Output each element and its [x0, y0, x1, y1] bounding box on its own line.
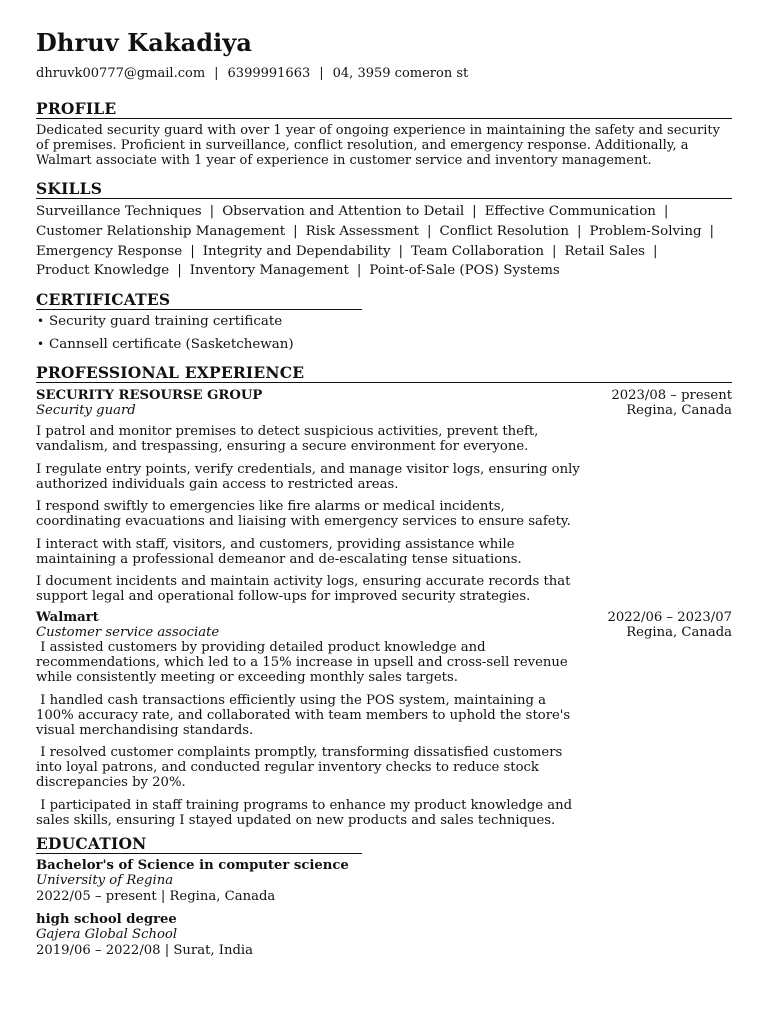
skill-separator: |: [576, 223, 582, 239]
skill-separator: |: [552, 243, 557, 259]
candidate-name: Dhruv Kakadiya: [36, 28, 253, 57]
resume-page: [36, 28, 732, 966]
contact-phone: 6399991663: [227, 66, 311, 81]
job-entry-security: [36, 388, 732, 604]
job-duty: I assisted customers by providing detailed product knowledge and recommendations, which led to a 15% increase in upsell and cross-sell revenue while consistently meeting or exceeding monthly sales targets.: [36, 640, 572, 686]
job-dates: 2022/06 – 2023/07: [607, 610, 732, 626]
job-duty: I resolved customer complaints promptly, transforming dissatisfied customers into loyal patrons, and conducted regular inventory checks to reduce stock discrepancies by 20%.: [36, 745, 567, 791]
certificate-item: • Cannsell certificate (Sasketchewan): [36, 333, 732, 356]
education-entry: [36, 912, 732, 959]
job-organization: Walmart: [36, 610, 99, 626]
skill-separator: |: [293, 223, 298, 239]
skill-separator: |: [709, 223, 715, 239]
certificates-heading: CERTIFICATES: [36, 291, 362, 310]
education-degree: high school degree: [36, 912, 177, 928]
job-duty: I patrol and monitor premises to detect suspicious activities, prevent theft, vandalism, and trespassing, ensuring a secure environment for everyone.: [36, 424, 539, 455]
contact-line: [36, 66, 732, 82]
skills-section: [36, 180, 732, 281]
education-meta: 2019/06 – 2022/08 | Surat, India: [36, 943, 253, 959]
skill-item: Conflict Resolution: [439, 223, 569, 239]
skill-item: Team Collaboration: [411, 243, 545, 259]
skill-item: Point-of-Sale (POS) Systems: [369, 263, 560, 279]
job-header: [36, 388, 732, 418]
job-entry-walmart: [36, 610, 732, 828]
education-degree: Bachelor's of Science in computer science: [36, 858, 349, 874]
skill-separator: |: [177, 263, 182, 279]
contact-separator: |: [214, 66, 219, 81]
skill-item: Inventory Management: [189, 263, 349, 279]
job-role: Customer service associate: [36, 625, 220, 641]
skill-item: Effective Communication: [484, 204, 656, 219]
skill-item: Retail Sales: [564, 243, 645, 259]
skill-item: Observation and Attention to Detail: [222, 204, 465, 219]
job-duty: I document incidents and maintain activity logs, ensuring accurate records that support legal and operational follow-ups for improved security strategies.: [36, 574, 571, 605]
skill-item: Emergency Response: [36, 243, 183, 259]
skill-item: Risk Assessment: [305, 223, 419, 239]
skill-separator: |: [209, 204, 215, 219]
job-duty: I handled cash transactions efficiently using the POS system, maintaining a 100% accuracy rate, and collaborated with team members to uphold the store's visual merchandising standards.: [36, 692, 575, 738]
skill-item: Problem-Solving: [589, 223, 702, 239]
skill-separator: |: [663, 204, 669, 219]
job-location: Regina, Canada: [626, 625, 732, 641]
experience-section: [36, 364, 732, 828]
job-duty: I regulate entry points, verify credentials, and manage visitor logs, ensuring only authorized individuals gain access to restricted areas.: [36, 461, 580, 492]
skill-item: Integrity and Dependability: [202, 243, 391, 259]
skills-row-4: [36, 261, 732, 281]
job-organization: SECURITY RESOURSE GROUP: [36, 388, 263, 404]
certificate-item: • Security guard training certificate: [36, 310, 732, 333]
skill-separator: |: [398, 243, 404, 259]
contact-address: 04, 3959 comeron st: [332, 66, 469, 81]
education-heading: EDUCATION: [36, 835, 362, 854]
education-school: Gajera Global School: [36, 927, 178, 943]
education-school: University of Regina: [36, 873, 174, 889]
job-duty: I interact with staff, visitors, and customers, providing assistance while maintaining a professional demeanor and de-escalating tense situations.: [36, 536, 522, 567]
skill-item: Product Knowledge: [36, 263, 170, 279]
certificates-section: [36, 291, 732, 356]
job-header: [36, 610, 732, 640]
job-location: Regina, Canada: [626, 403, 732, 419]
certificates-list: [36, 310, 732, 356]
job-role: Security guard: [36, 403, 136, 419]
skill-separator: |: [356, 263, 362, 279]
contact-email: dhruvk00777@gmail.com: [36, 66, 206, 81]
skills-heading: SKILLS: [36, 180, 732, 199]
education-entry: [36, 858, 732, 905]
skills-row-2: [36, 222, 732, 242]
profile-summary: Dedicated security guard with over 1 year of ongoing experience in maintaining the safety and security of premises. Proficient in surveillance, conflict resolution, and emergency response. Additionally, a Walmart associate with 1 year of experience in customer service and inventory management.: [36, 123, 720, 168]
skill-separator: |: [426, 223, 432, 239]
profile-section: [36, 100, 732, 168]
skill-item: Surveillance Techniques: [36, 204, 202, 219]
education-meta: 2022/05 – present | Regina, Canada: [36, 889, 276, 905]
education-section: [36, 835, 732, 959]
skill-separator: |: [472, 204, 477, 219]
skill-separator: |: [190, 243, 195, 259]
profile-heading: PROFILE: [36, 100, 732, 119]
skills-row-3: [36, 242, 732, 262]
job-dates: 2023/08 – present: [611, 388, 732, 404]
skill-separator: |: [652, 243, 658, 259]
skill-item: Customer Relationship Management: [36, 223, 286, 239]
experience-heading: PROFESSIONAL EXPERIENCE: [36, 364, 732, 383]
job-duty: I participated in staff training programs to enhance my product knowledge and sales skills, ensuring I stayed updated on new products and sales techniques.: [36, 797, 577, 828]
skills-row-1: [36, 202, 732, 222]
job-duty: I respond swiftly to emergencies like fire alarms or medical incidents, coordinating evacuations and liaising with emergency services to ensure safety.: [36, 499, 571, 530]
contact-separator: |: [319, 66, 324, 81]
